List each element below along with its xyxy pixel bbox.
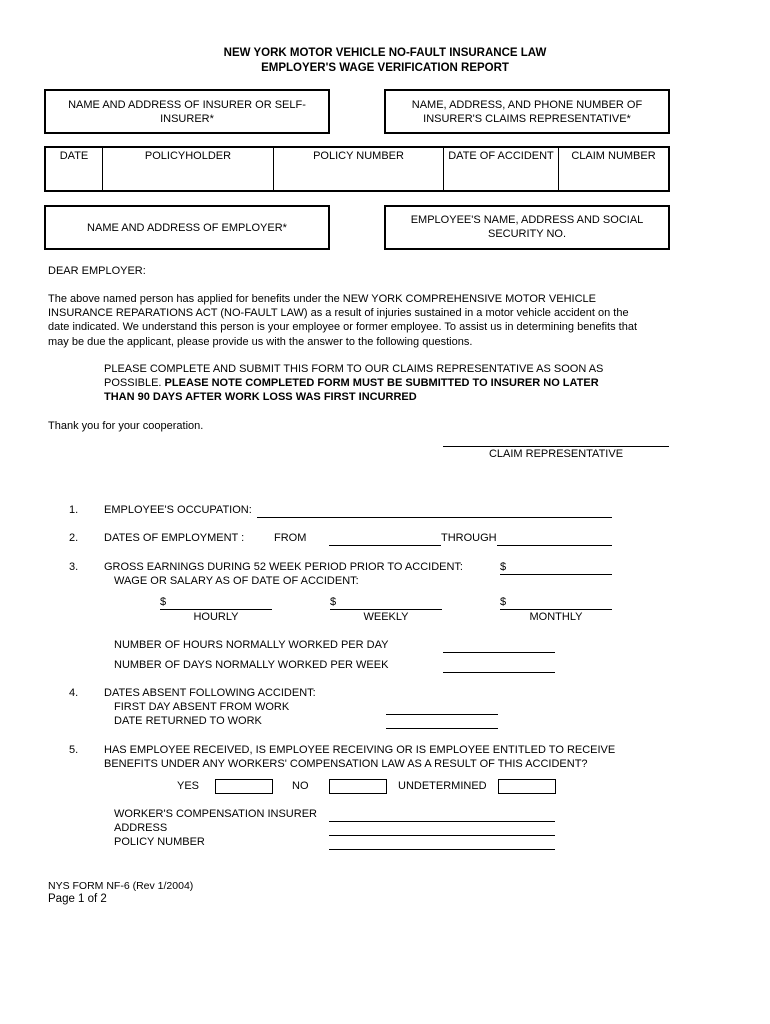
gross-earnings-field[interactable] <box>500 574 612 575</box>
wc-insurer-label: WORKER'S COMPENSATION INSURER <box>114 808 317 820</box>
undetermined-checkbox[interactable] <box>498 779 556 794</box>
q1-label: EMPLOYEE'S OCCUPATION: <box>104 504 252 516</box>
q4-number: 4. <box>69 687 79 699</box>
from-label: FROM <box>274 532 307 544</box>
policyholder-header: POLICYHOLDER <box>144 150 232 162</box>
form-id: NYS FORM NF-6 (Rev 1/2004) <box>48 880 194 892</box>
policy-number-cell[interactable] <box>274 148 444 190</box>
q2-number: 2. <box>69 532 79 544</box>
employee-box-label: EMPLOYEE'S NAME, ADDRESS AND SOCIAL SECURITY NO. <box>410 214 644 240</box>
monthly-currency: $ <box>500 596 507 608</box>
insurer-box[interactable] <box>44 89 330 134</box>
claim-info-table <box>44 146 670 192</box>
first-day-absent-field[interactable] <box>386 714 498 715</box>
claims-rep-box[interactable] <box>384 89 670 134</box>
salutation: DEAR EMPLOYER: <box>48 265 146 277</box>
claim-number-header: CLAIM NUMBER <box>571 150 656 162</box>
no-checkbox[interactable] <box>329 779 387 794</box>
signature-label: CLAIM REPRESENTATIVE <box>488 448 624 460</box>
wc-address-label: ADDRESS <box>114 822 168 834</box>
q1-number: 1. <box>69 504 79 516</box>
employer-box[interactable] <box>44 205 330 250</box>
form-subtitle: EMPLOYER'S WAGE VERIFICATION REPORT <box>261 62 509 74</box>
weekly-currency: $ <box>330 596 337 608</box>
q3-label-line2: WAGE OR SALARY AS OF DATE OF ACCIDENT: <box>114 575 359 587</box>
days-per-week-field[interactable] <box>443 672 555 673</box>
occupation-field[interactable] <box>257 517 612 518</box>
hours-per-day-label: NUMBER OF HOURS NORMALLY WORKED PER DAY <box>114 639 389 651</box>
q3-number: 3. <box>69 561 79 573</box>
wc-address-field[interactable] <box>329 835 555 836</box>
gross-earnings-currency: $ <box>500 561 507 573</box>
no-label: NO <box>292 780 309 792</box>
date-of-accident-header: DATE OF ACCIDENT <box>448 150 554 162</box>
policyholder-cell[interactable] <box>103 148 274 190</box>
employer-box-label: NAME AND ADDRESS OF EMPLOYER* <box>87 222 287 234</box>
q5-number: 5. <box>69 744 79 756</box>
undetermined-label: UNDETERMINED <box>398 780 487 792</box>
insurer-box-label: NAME AND ADDRESS OF INSURER OR SELF-INSURER* <box>68 99 306 125</box>
date-returned-label: DATE RETURNED TO WORK <box>114 715 262 727</box>
q5-label-line1: HAS EMPLOYEE RECEIVED, IS EMPLOYEE RECEIVING OR IS EMPLOYEE ENTITLED TO RECEIVE <box>104 744 616 756</box>
date-cell[interactable] <box>46 148 103 190</box>
policy-number-header: POLICY NUMBER <box>313 150 404 162</box>
wc-policy-number-field[interactable] <box>329 849 555 850</box>
hourly-wage-field[interactable] <box>160 609 272 610</box>
instruction-normal: PLEASE COMPLETE AND SUBMIT THIS FORM TO OUR CLAIMS REPRESENTATIVE AS SOON AS POSSIBLE. <box>104 363 604 390</box>
days-per-week-label: NUMBER OF DAYS NORMALLY WORKED PER WEEK <box>114 659 389 671</box>
date-of-accident-cell[interactable] <box>444 148 559 190</box>
claims-rep-box-label: NAME, ADDRESS, AND PHONE NUMBER OF INSURER'S CLAIMS REPRESENTATIVE* <box>411 99 643 125</box>
wc-insurer-field[interactable] <box>329 821 555 822</box>
q2-label: DATES OF EMPLOYMENT : <box>104 532 245 544</box>
weekly-label: WEEKLY <box>363 611 409 623</box>
date-returned-field[interactable] <box>386 728 498 729</box>
page-number: Page 1 of 2 <box>48 893 107 905</box>
employee-box[interactable] <box>384 205 670 250</box>
through-label: THROUGH <box>441 532 497 544</box>
instruction-bold: PLEASE NOTE COMPLETED FORM MUST BE SUBMITTED TO INSURER NO LATER THAN 90 DAYS AFTER WORK LOSS WAS FIRST INCURRED <box>104 377 599 404</box>
q3-label-line1: GROSS EARNINGS DURING 52 WEEK PERIOD PRIOR TO ACCIDENT: <box>104 561 463 573</box>
hourly-currency: $ <box>160 596 167 608</box>
wc-policy-number-label: POLICY NUMBER <box>114 836 205 848</box>
q4-label: DATES ABSENT FOLLOWING ACCIDENT: <box>104 687 316 699</box>
yes-checkbox[interactable] <box>215 779 273 794</box>
q5-label-line2: BENEFITS UNDER ANY WORKERS' COMPENSATION LAW AS A RESULT OF THIS ACCIDENT? <box>104 758 588 770</box>
instruction <box>104 362 604 405</box>
hours-per-day-field[interactable] <box>443 652 555 653</box>
letter-body: The above named person has applied for benefits under the NEW YORK COMPREHENSIVE MOTOR VEHICLE INSURANCE REPARATIONS ACT (NO-FAULT LAW) as a result of injuries sustained in a motor vehicle accident on the date indicated. We understand this person is your employee or former employee. To assist us in determining benefits that may be due the applicant, please provide us with the answer to the following questions. <box>48 293 638 348</box>
weekly-wage-field[interactable] <box>330 609 442 610</box>
claim-number-cell[interactable] <box>559 148 668 190</box>
monthly-label: MONTHLY <box>529 611 583 623</box>
yes-label: YES <box>177 780 200 792</box>
form-title: NEW YORK MOTOR VEHICLE NO-FAULT INSURANCE LAW <box>223 47 547 59</box>
thanks-text: Thank you for your cooperation. <box>48 420 204 432</box>
employment-from-field[interactable] <box>329 545 441 546</box>
monthly-wage-field[interactable] <box>500 609 612 610</box>
first-day-absent-label: FIRST DAY ABSENT FROM WORK <box>114 701 290 713</box>
employment-through-field[interactable] <box>497 545 612 546</box>
hourly-label: HOURLY <box>193 611 239 623</box>
date-header: DATE <box>59 150 89 162</box>
